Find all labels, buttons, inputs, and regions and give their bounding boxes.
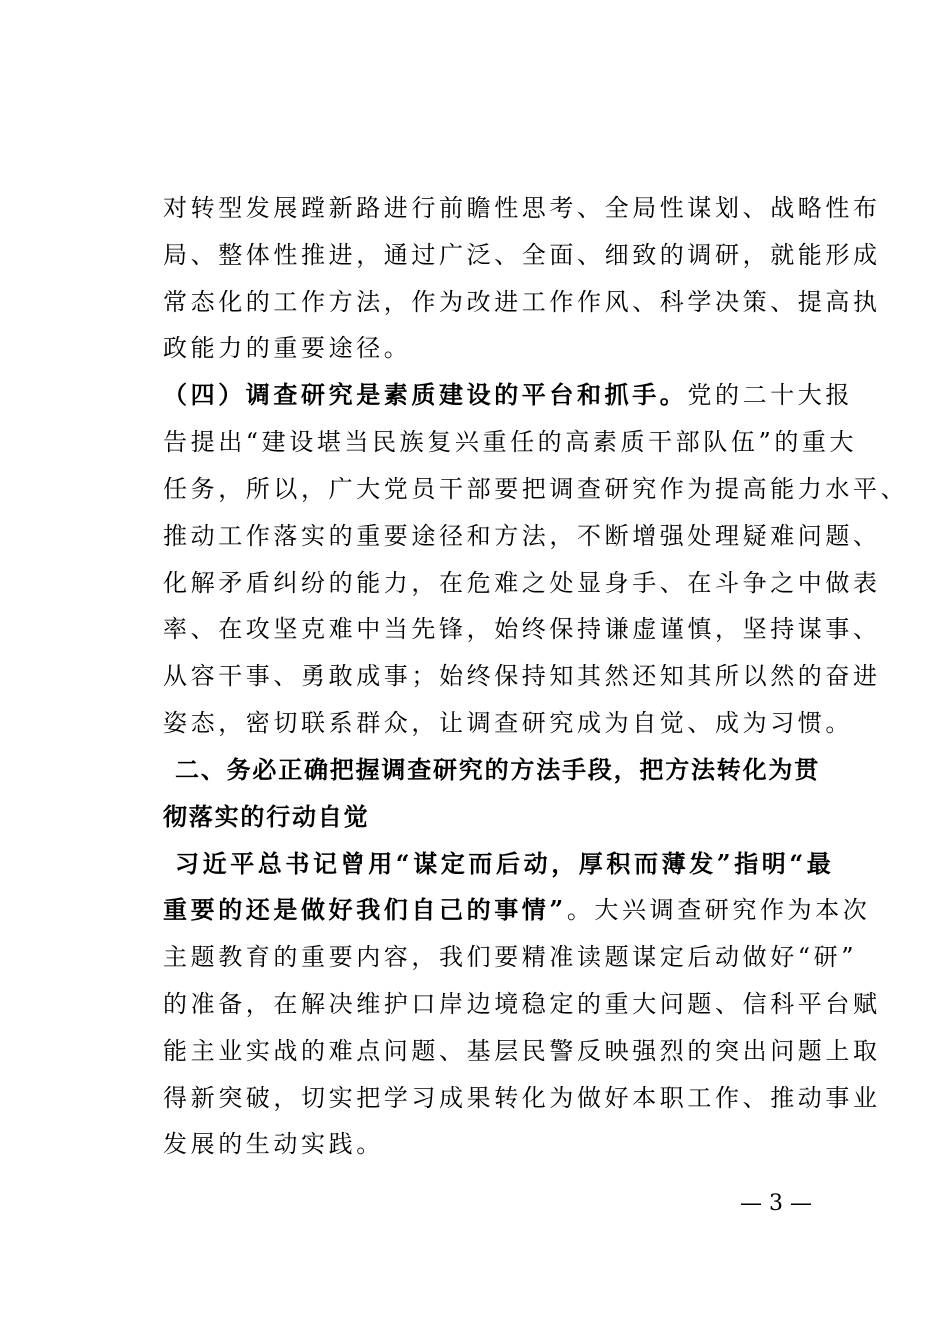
body-line-19: 能主业实战的难点问题、基层民警反映强烈的突出问题上取 [163,1037,881,1065]
subheading-4-bold: （四）调查研究是素质建设的平台和抓手。 [163,380,688,409]
body-line-10: 率、在攻坚克难中当先锋，始终保持谦虚谨慎，坚持谋事、 [163,615,881,643]
quote-line-2-rest: 。大兴调查研究作为本次 [566,896,871,924]
section-heading-2-line-2: 彻落实的行动自觉 [163,803,370,831]
page-number: — 3 — [740,1191,812,1216]
body-line-17: 主题教育的重要内容，我们要精准读题谋定后动做好“研” [163,943,858,971]
body-line-11: 从容干事、勇敢成事；始终保持知其然还知其所以然的奋进 [163,662,881,690]
body-line-21: 发展的生动实践。 [163,1130,384,1158]
body-line-9: 化解矛盾纠纷的能力，在危难之处显身手、在斗争之中做表 [163,569,881,597]
body-line-8: 推动工作落实的重要途径和方法，不断增强处理疑难问题、 [163,522,881,550]
subheading-4-rest: 党的二十大报 [687,381,854,409]
body-line-7: 任务，所以，广大党员干部要把调查研究作为提高能力水平、 [163,475,909,503]
body-line-3: 常态化的工作方法，作为改进工作作风、科学决策、提高执 [163,288,881,316]
body-line-1: 对转型发展蹚新路进行前瞻性思考、全局性谋划、战略性布 [163,194,881,222]
section-heading-2-line-1: 二、务必正确把握调查研究的方法手段，把方法转化为贯 [175,756,820,784]
quote-line-2 [163,895,871,925]
body-line-12: 姿态，密切联系群众，让调查研究成为自觉、成为习惯。 [163,709,853,737]
quote-line-1: 习近平总书记曾用“谋定而后动，厚积而薄发”指明“最 [175,849,835,878]
body-line-4: 政能力的重要途径。 [163,334,412,362]
body-line-6: 告提出“建设堪当民族复兴重任的高素质干部队伍”的重大 [163,428,858,456]
body-line-20: 得新突破，切实把学习成果转化为做好本职工作、推动事业 [163,1084,881,1112]
body-line-18: 的准备，在解决维护口岸边境稳定的重大问题、信科平台赋 [163,990,881,1018]
body-line-2: 局、整体性推进，通过广泛、全面、细致的调研，就能形成 [163,241,881,269]
subheading-line-4 [163,380,854,410]
quote-line-2-bold: 重要的还是做好我们自己的事情” [163,895,567,924]
